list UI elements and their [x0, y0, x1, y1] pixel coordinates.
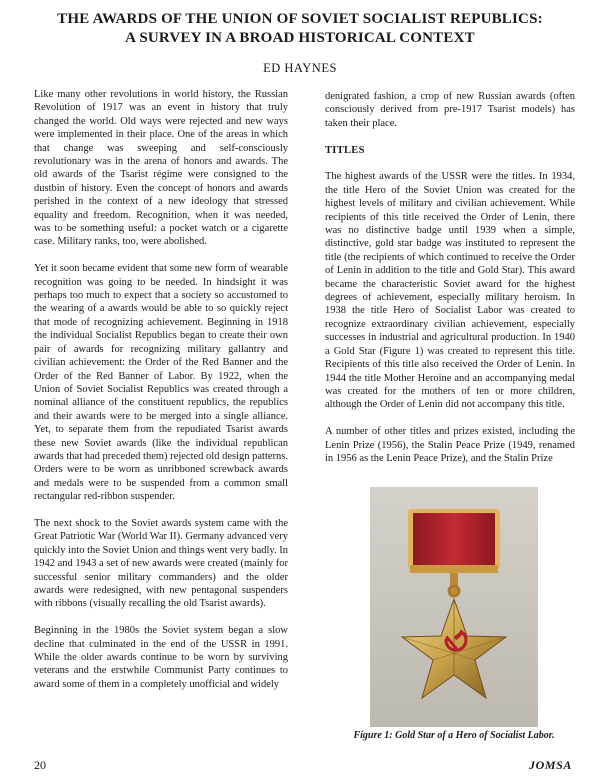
paragraph: Beginning in the 1980s the Soviet system began a slow decline that culminated in the end of the USSR in 1991. While the older awards continue to be worn by surviving veterans and the erstwhile Communist Party continues to award some of them in a completely unofficial and widely — [34, 625, 288, 690]
paragraph: A number of other titles and prizes existed, including the Lenin Prize (1956), the Stalin Peace Prize (1949, renamed in 1956 as the Lenin Peace Prize), and the Stalin Prize — [325, 426, 575, 464]
paragraph: The next shock to the Soviet awards system came with the Great Patriotic War (World War II). Germany advanced very quickly into the Soviet Union and things went very badly. In 1942 and 1943 a set of new awards were created (mainly for successful senior military commanders) and the older awards were redesigned, with new pentagonal suspenders with ribbons (visually recalling the old Tsarist awards). — [34, 517, 288, 610]
title-line-2: A SURVEY IN A BROAD HISTORICAL CONTEXT — [125, 30, 475, 46]
gold-star-medal-image — [370, 487, 538, 727]
right-column — [325, 90, 575, 479]
red-ribbon — [413, 513, 495, 565]
paragraph-continuation: denigrated fashion, a crop of new Russian awards (often consciously derived from pre-1917 Tsarist models) has taken their place. — [325, 91, 575, 129]
suspender-bottom-bar — [410, 565, 498, 573]
journal-name: JOMSA — [528, 758, 572, 772]
page-number: 20 — [34, 758, 46, 772]
figure-gold-star-photo — [370, 487, 538, 727]
section-heading-titles: TITLES — [325, 144, 365, 156]
article-title — [0, 10, 600, 48]
left-column — [34, 88, 288, 705]
title-line-1: THE AWARDS OF THE UNION OF SOVIET SOCIALIST REPUBLICS: — [57, 11, 543, 27]
author-name: ED HAYNES — [263, 61, 337, 75]
figure-caption: Figure 1: Gold Star of a Hero of Socialist Labor. — [353, 730, 555, 741]
paragraph: The highest awards of the USSR were the titles. In 1934, the title Hero of the Soviet Union was created for the highest levels of military and civilian achievement. While recipients of this title received the Order of Lenin, there was no distinctive badge until 1939 when a simple, distinctive, gold star badge was instituted to represent the title (the recipients of which continued to receive the Order of Lenin in addition to the title and Gold Star). This award became the characteristic Soviet award for the highest degrees of achievement, especially military heroism. In 1938 the title Hero of Socialist Labor was created to recognize extraordinary civilian achievement, especially successes in industrial and agricultural production. In 1940 a Gold Star (Figure 1) was created to represent this title. Recipients of this title also received the Order of Lenin. In 1944 the title Mother Heroine and an accompanying medal was created for the mothers of ten or more children, although the Order of Lenin did not accompany this title. — [325, 171, 575, 411]
paragraph: Yet it soon became evident that some new form of wearable recognition was going to be needed. In hindsight it was perhaps too much to expect that a society so accustomed to the wearing of a awards would be able to so quickly reject that mode of recognizing achievement. Beginning in 1918 the individual Socialist Republics began to create their own pair of awards for recognizing military gallantry and civilian achievement: the Order of the Red Banner and the Order of the Red Banner of Labor. By 1922, when the Union of Soviet Socialist Republics was created through a nominal alliance of the constituent republics, the republics and their awards were to be merged into a single alliance. Yet, to separate them from the repudiated Tsarist awards these new Soviet awards (like the individual republican awards that had preceded them) rejected old design patterns. Orders were to be worn as unribboned screwback awards and medals were to be suspended from a common small rectangular red-ribbon suspender. — [34, 263, 288, 503]
suspension-ring — [450, 573, 458, 595]
paragraph: Like many other revolutions in world history, the Russian Revolution of 1917 was an event in history that truly changed the world. Old ways were rejected and new ways were implemented in their place. One of the areas in which that change was sweeping and self-consciously revolutionary was in the arena of honors and awards. The old awards of the Tsarist régime were consigned to the dustbin of history. Even the concept of honors and awards perished in the context of a new ideology that stressed equality and freedom. Recognition, when it was needed, was to be something useful: a pocket watch or a cigarette case. Military ranks, too, were abolished. — [34, 89, 288, 248]
